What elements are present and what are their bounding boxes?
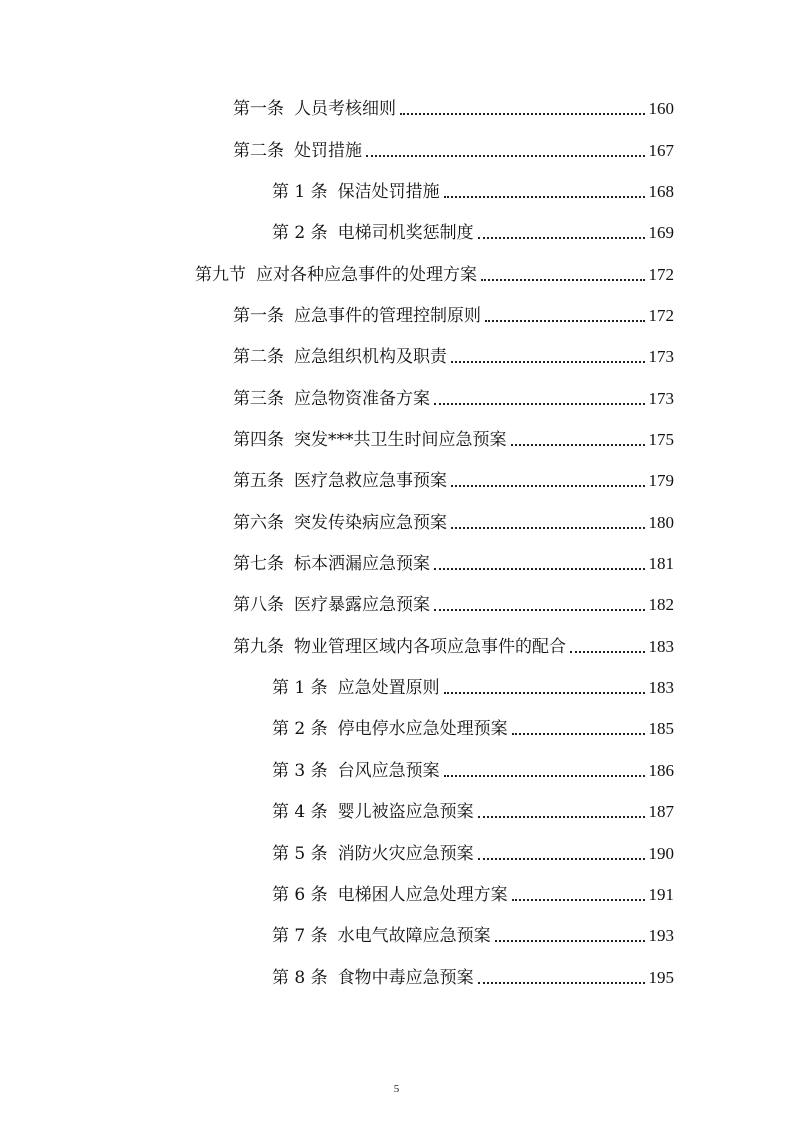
- toc-entry[interactable]: [233, 592, 674, 618]
- toc-entry-title: 电梯司机奖惩制度: [337, 223, 474, 243]
- toc-entry-page: 191: [648, 885, 674, 904]
- toc-entry-title: 电梯困人应急处理方案: [337, 885, 508, 905]
- toc-entry-page: 181: [648, 554, 674, 573]
- toc-entry-title: 应急处置原则: [337, 678, 440, 698]
- toc-entry-number: 第七条: [233, 554, 284, 574]
- toc-entry[interactable]: [195, 262, 674, 288]
- toc-entry-title: 处罚措施: [294, 141, 362, 161]
- toc-entry-title: 应对各种应急事件的处理方案: [256, 265, 477, 285]
- toc-entry[interactable]: [233, 138, 674, 164]
- toc-entry[interactable]: [233, 634, 674, 660]
- dot-leader: [512, 899, 645, 901]
- toc-entry[interactable]: [272, 716, 674, 742]
- toc-entry-page: 190: [648, 844, 674, 863]
- dot-leader: [478, 858, 645, 860]
- dot-leader: [444, 692, 645, 694]
- toc-entry-title: 保洁处罚措施: [337, 182, 440, 202]
- toc-entry-number: 第九节: [195, 265, 246, 285]
- toc-entry-number: 第一条: [233, 99, 284, 119]
- toc-entry-number: 第八条: [233, 595, 284, 615]
- toc-entry-number: 第四条: [233, 430, 284, 450]
- toc-entry-page: 168: [648, 182, 674, 201]
- dot-leader: [451, 361, 645, 363]
- dot-leader: [485, 320, 645, 322]
- toc-entry-number: 第 3 条: [272, 761, 328, 781]
- toc-entry[interactable]: [233, 510, 674, 536]
- toc-entry-page: 183: [648, 637, 674, 656]
- toc-entry-number: 第 1 条: [272, 182, 328, 202]
- toc-entry-title: 食物中毒应急预案: [337, 968, 474, 988]
- toc-entry-number: 第二条: [233, 347, 284, 367]
- toc-entry-title: 应急物资准备方案: [294, 389, 430, 409]
- dot-leader: [434, 568, 645, 570]
- dot-leader: [478, 816, 645, 818]
- toc-entry-page: 172: [648, 265, 674, 284]
- toc-entry-title: 人员考核细则: [294, 99, 396, 119]
- page-number: 5: [393, 1083, 400, 1095]
- toc-entry-number: 第 4 条: [272, 802, 328, 822]
- dot-leader: [570, 651, 645, 653]
- dot-leader: [512, 733, 645, 735]
- toc-entry-page: 180: [648, 513, 674, 532]
- toc-entry-title: 婴儿被盗应急预案: [337, 802, 474, 822]
- dot-leader: [434, 609, 645, 611]
- toc-entry[interactable]: [233, 551, 674, 577]
- toc-entry-number: 第九条: [233, 637, 284, 657]
- toc-entry-number: 第 2 条: [272, 719, 328, 739]
- toc-entry[interactable]: [233, 344, 674, 370]
- toc-entry-title: 水电气故障应急预案: [337, 926, 491, 946]
- toc-entry-page: 182: [648, 595, 674, 614]
- toc-entry[interactable]: [272, 799, 674, 825]
- toc-entry-title: 标本洒漏应急预案: [294, 554, 430, 574]
- toc-entry-title: 消防火灾应急预案: [337, 844, 474, 864]
- dot-leader: [451, 485, 645, 487]
- dot-leader: [444, 196, 645, 198]
- toc-entry-page: 187: [648, 802, 674, 821]
- toc-entry[interactable]: [233, 427, 674, 453]
- toc-entry-title: 应急事件的管理控制原则: [294, 306, 481, 326]
- toc-entry-number: 第五条: [233, 471, 284, 491]
- toc-entry-title: 突发***共卫生时间应急预案: [294, 430, 507, 450]
- toc-entry-page: 167: [648, 141, 674, 160]
- toc-entry[interactable]: [233, 468, 674, 494]
- toc-entry-page: 195: [648, 968, 674, 987]
- toc-entry[interactable]: [272, 923, 674, 949]
- toc-entry-title: 突发传染病应急预案: [294, 513, 447, 533]
- dot-leader: [451, 527, 645, 529]
- toc-entry[interactable]: [233, 386, 674, 412]
- toc-entry[interactable]: [233, 96, 674, 122]
- toc-entry-title: 医疗急救应急事预案: [294, 471, 447, 491]
- dot-leader: [366, 155, 645, 157]
- toc-entry-page: 160: [648, 99, 674, 118]
- toc-entry[interactable]: [272, 675, 674, 701]
- toc-entry-number: 第二条: [233, 141, 284, 161]
- toc-entry-page: 175: [648, 430, 674, 449]
- toc-entry-page: 173: [648, 347, 674, 366]
- toc-entry[interactable]: [272, 220, 674, 246]
- toc-entry-number: 第 1 条: [272, 678, 328, 698]
- toc-entry[interactable]: [272, 841, 674, 867]
- dot-leader: [400, 113, 645, 115]
- toc-entry-number: 第 2 条: [272, 223, 328, 243]
- toc-entry-page: 173: [648, 389, 674, 408]
- toc-entry[interactable]: [272, 965, 674, 991]
- toc-entry-title: 应急组织机构及职责: [294, 347, 447, 367]
- toc-entry-number: 第 6 条: [272, 885, 328, 905]
- dot-leader: [511, 444, 645, 446]
- toc-entry[interactable]: [272, 179, 674, 205]
- toc-entry-number: 第 7 条: [272, 926, 328, 946]
- dot-leader: [478, 982, 645, 984]
- toc-entry-number: 第 8 条: [272, 968, 328, 988]
- toc-entry-number: 第三条: [233, 389, 284, 409]
- dot-leader: [434, 403, 645, 405]
- toc-entry-page: 172: [648, 306, 674, 325]
- toc-entry-title: 台风应急预案: [337, 761, 440, 781]
- toc-entry-number: 第 5 条: [272, 844, 328, 864]
- toc-entry[interactable]: [233, 303, 674, 329]
- toc-entry-page: 169: [648, 223, 674, 242]
- toc-entry-number: 第一条: [233, 306, 284, 326]
- toc-entry-title: 物业管理区域内各项应急事件的配合: [294, 637, 566, 657]
- dot-leader: [495, 940, 645, 942]
- toc-entry-page: 193: [648, 926, 674, 945]
- toc-entry-page: 183: [648, 678, 674, 697]
- dot-leader: [481, 279, 645, 281]
- toc-entry-number: 第六条: [233, 513, 284, 533]
- toc-entry[interactable]: [272, 882, 674, 908]
- toc-entry-title: 医疗暴露应急预案: [294, 595, 430, 615]
- dot-leader: [444, 775, 645, 777]
- toc-entry-page: 185: [648, 719, 674, 738]
- toc-entry[interactable]: [272, 758, 674, 784]
- dot-leader: [478, 237, 645, 239]
- toc-entry-page: 186: [648, 761, 674, 780]
- toc-entry-title: 停电停水应急处理预案: [337, 719, 508, 739]
- toc-entry-page: 179: [648, 471, 674, 490]
